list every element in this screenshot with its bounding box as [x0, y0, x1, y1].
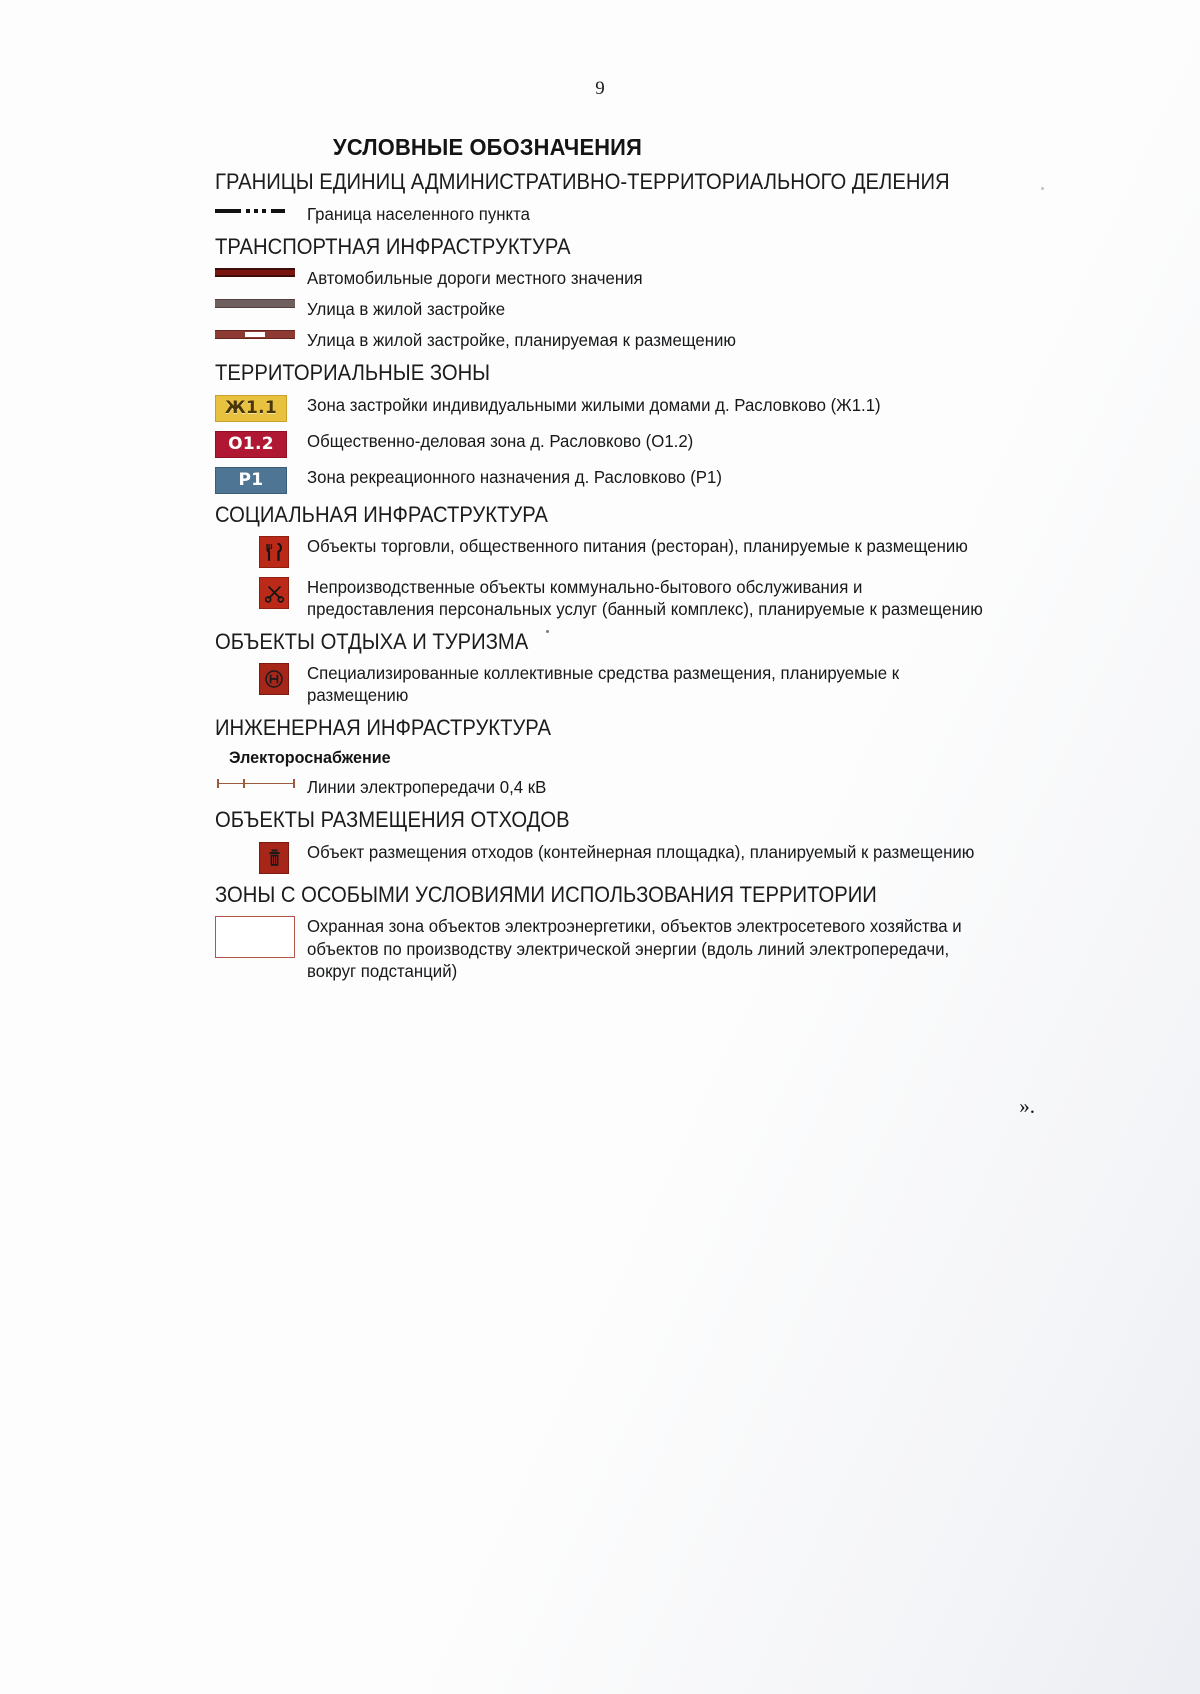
legend-entry-hotel [215, 661, 1015, 706]
legend-entry-settlement-boundary [215, 202, 1015, 226]
symbol-cell [215, 775, 307, 789]
legend-entry-local-road [215, 266, 1015, 290]
legend-entry-label: Зона застройки индивидуальными жилыми домами д. Расловково (Ж1.1) [307, 394, 881, 415]
section-heading-administrative-boundaries: ГРАНИЦЫ ЕДИНИЦ АДМИНИСТРАТИВНО-ТЕРРИТОРИАЛЬНОГО ДЕЛЕНИЯ [215, 169, 950, 194]
symbol-cell [215, 575, 307, 609]
restaurant-icon [259, 536, 289, 568]
closing-quote-mark: ». [1019, 1094, 1035, 1118]
symbol-cell [215, 429, 307, 458]
protection-zone-box-icon [215, 916, 295, 958]
section-heading-recreation-tourism: ОБЪЕКТЫ ОТДЫХА И ТУРИЗМА [215, 628, 529, 654]
symbol-cell [215, 465, 307, 494]
legend-entry-label: Охранная зона объектов электроэнергетики, объектов электросетевого хозяйства и объектов по производству электрической энергии (вдоль линий электропередачи, вокруг подстанций) [307, 916, 962, 981]
symbol-cell [215, 840, 307, 874]
zone-swatch-zh11: Ж1.1 [215, 395, 287, 422]
residential-street-line-icon [215, 299, 295, 308]
power-line-icon [215, 777, 297, 789]
section-heading-special-condition-zones: ЗОНЫ С ОСОБЫМИ УСЛОВИЯМИ ИСПОЛЬЗОВАНИЯ ТЕРРИТОРИИ [215, 881, 877, 907]
legend-entry-protection-zone [215, 914, 1015, 982]
legend-entry-zone-r1 [215, 465, 1015, 494]
section-heading-transport-infrastructure: ТРАНСПОРТНАЯ ИНФРАСТРУКТУРА [215, 233, 571, 259]
legend-entry-label: Автомобильные дороги местного значения [307, 268, 643, 289]
section-heading-social-infrastructure: СОЦИАЛЬНАЯ ИНФРАСТРУКТУРА [215, 501, 548, 527]
legend-entry-personal-services [215, 575, 1015, 620]
legend-entry-label: Объекты торговли, общественного питания (ресторан), планируемые к размещению [307, 536, 968, 557]
section-heading-territorial-zones: ТЕРРИТОРИАЛЬНЫЕ ЗОНЫ [215, 359, 491, 385]
legend-entry-label: Зона рекреационного назначения д. Расловково (Р1) [307, 466, 722, 487]
symbol-cell [215, 534, 307, 568]
legend-entry-power-line [215, 775, 1015, 799]
legend-entry-label: Объект размещения отходов (контейнерная площадка), планируемый к размещению [307, 841, 975, 862]
legend-entry-label: Улица в жилой застройке, планируемая к размещению [307, 330, 737, 351]
settlement-boundary-line-icon [215, 204, 291, 218]
legend-entry-planned-residential-street [215, 328, 1015, 352]
legend-entry-residential-street [215, 297, 1015, 321]
symbol-cell [215, 393, 307, 422]
legend-entry-zone-o12 [215, 429, 1015, 458]
planned-residential-street-line-icon [215, 330, 295, 339]
legend-entry-restaurant [215, 534, 1015, 568]
symbol-cell [215, 297, 307, 308]
legend-entry-label: Общественно-деловая зона д. Расловково (О1.2) [307, 430, 694, 451]
symbol-cell [215, 266, 307, 277]
scan-speck [546, 630, 549, 633]
hotel-icon [259, 663, 289, 695]
legend-block [215, 134, 1015, 989]
legend-entry-label: Граница населенного пункта [307, 203, 530, 224]
scissors-icon [259, 577, 289, 609]
section-heading-engineering-infrastructure: ИНЖЕНЕРНАЯ ИНФРАСТРУКТУРА [215, 714, 551, 740]
local-road-line-icon [215, 268, 295, 277]
symbol-cell [215, 661, 307, 695]
legend-entry-zone-zh11 [215, 393, 1015, 422]
legend-entry-waste-container [215, 840, 1015, 874]
legend-entry-label: Непроизводственные объекты коммунально-бытового обслуживания и предоставления персональных услуг (банный комплекс), планируемые к размещению [307, 577, 983, 620]
legend-entry-label: Специализированные коллективные средства размещения, планируемые к размещению [307, 663, 900, 706]
scan-speck [1041, 187, 1044, 190]
waste-container-icon [259, 842, 289, 874]
symbol-cell [215, 202, 307, 218]
legend-entry-label: Улица в жилой застройке [307, 299, 506, 320]
page-number: 9 [595, 78, 605, 99]
zone-swatch-o12: О1.2 [215, 431, 287, 458]
legend-entry-label: Линии электропередачи 0,4 кВ [307, 777, 547, 798]
symbol-cell [215, 328, 307, 339]
zone-swatch-r1: Р1 [215, 467, 287, 494]
subsection-heading-power-supply: Электороснабжение [229, 748, 391, 768]
symbol-cell [215, 914, 307, 958]
section-heading-waste-disposal: ОБЪЕКТЫ РАЗМЕЩЕНИЯ ОТХОДОВ [215, 807, 570, 833]
legend-title: УСЛОВНЫЕ ОБОЗНАЧЕНИЯ [333, 134, 642, 160]
